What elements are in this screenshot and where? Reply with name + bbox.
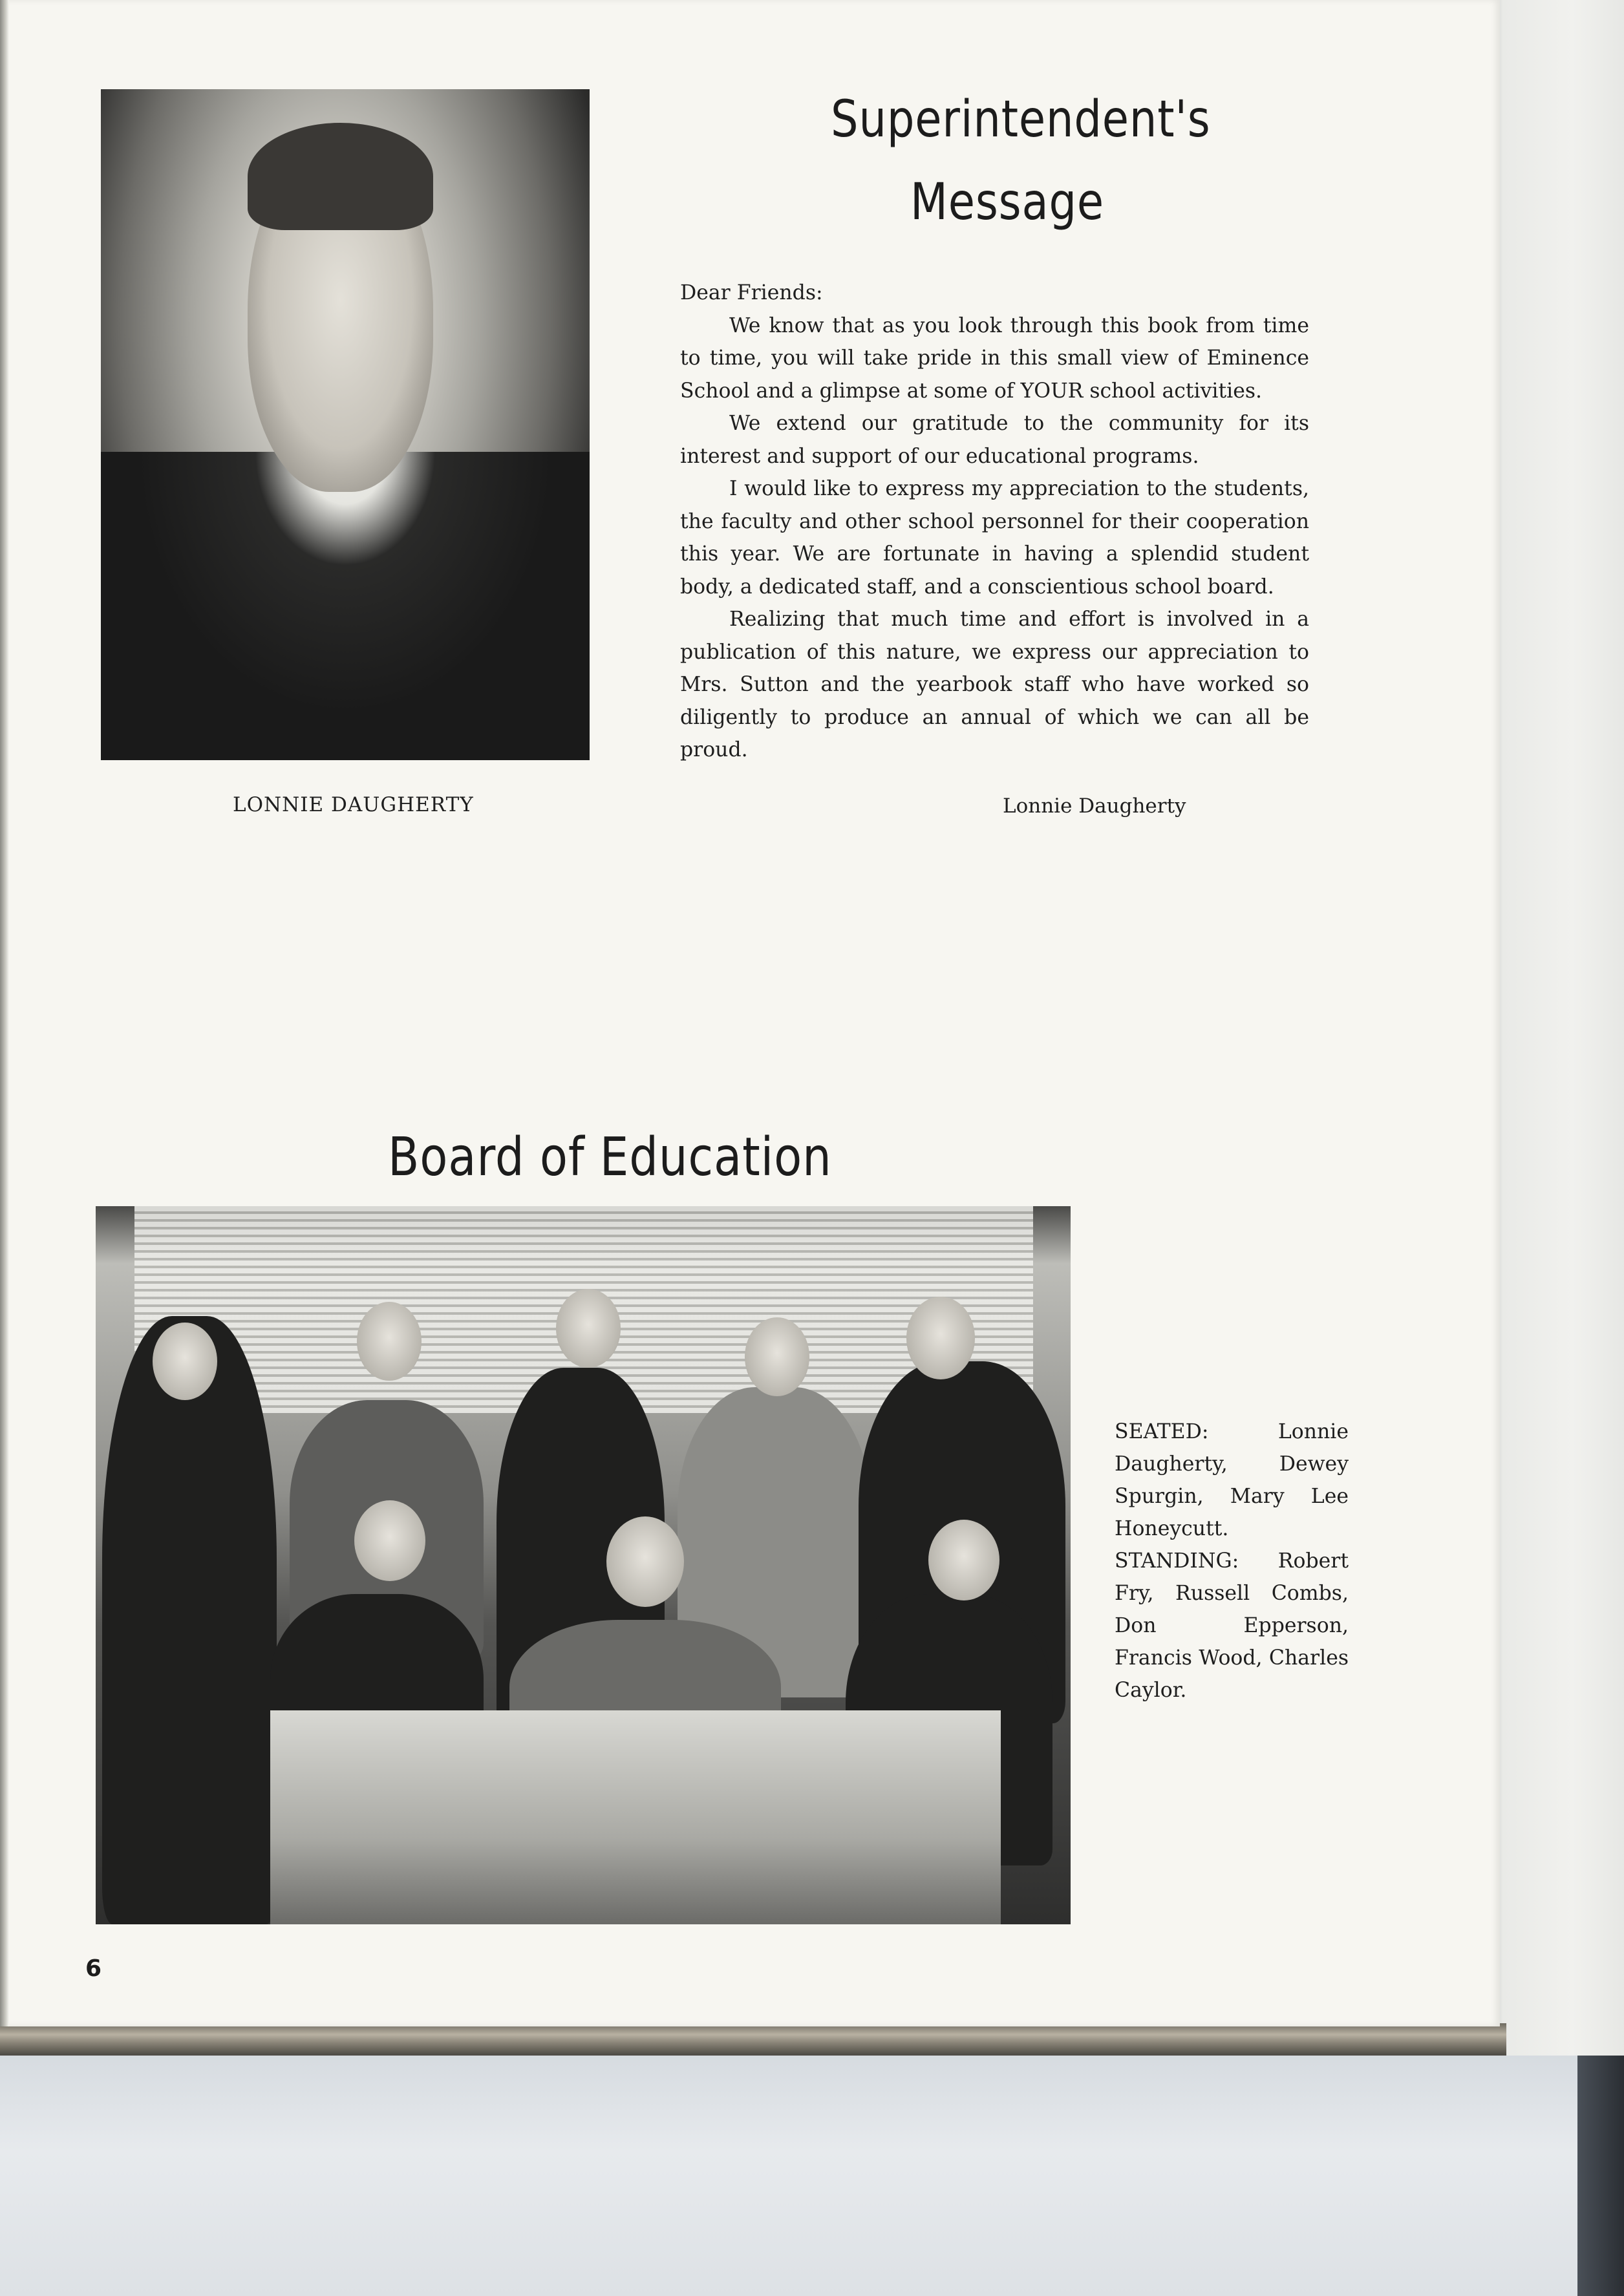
scanner-background (0, 2056, 1624, 2296)
person-face (153, 1323, 217, 1400)
letter-paragraph: We extend our gratitude to the community for its interest and support of our educational programs. (680, 412, 1309, 468)
book-cover-edge (1490, 0, 1624, 2056)
person-face (606, 1516, 684, 1607)
message-title-line-2: Message (910, 173, 1105, 231)
superintendent-portrait-photo (101, 89, 590, 760)
portrait-hair (248, 123, 433, 230)
letter-signature: Lonnie Daugherty (1003, 794, 1186, 818)
board-group-photo (96, 1206, 1071, 1924)
letter-paragraph: We know that as you look through this book from time to time, you will take pride in this small view of Eminence School and a glimpse at some of YOUR school activities. (680, 314, 1309, 403)
letter-paragraph: I would like to express my appreciation to the students, the faculty and other school personnel for their cooperation this year. We are fortunate in having a splendid student body, a dedicated staff, and a conscientious school board. (680, 477, 1309, 599)
person-face (354, 1500, 425, 1581)
board-photo-caption: SEATED: Lonnie Daugherty, Dewey Spurgin, Mary Lee Honeycutt. STANDING: Robert Fry, Russell Combs, Don Epperson, Francis Wood, Charles Caylor. (1115, 1420, 1349, 1702)
letter-paragraph: Realizing that much time and effort is involved in a publication of this nature, we express our appreciation to Mrs. Sutton and the yearbook staff who have worked so diligently to produce an annual of which we can all be proud. (680, 608, 1309, 761)
person-face (745, 1317, 809, 1396)
portrait-caption: LONNIE DAUGHERTY (233, 793, 474, 816)
page-number: 6 (85, 1955, 102, 1982)
page-gutter-shadow (0, 0, 9, 2026)
portrait-suit (101, 452, 590, 760)
book-binding-edge (0, 2023, 1506, 2056)
person-face (906, 1297, 975, 1379)
scanner-edge (1577, 2056, 1624, 2296)
standing-person (102, 1316, 277, 1924)
message-title-line-1: Superintendent's (831, 90, 1211, 149)
board-of-education-title: Board of Education (388, 1127, 832, 1188)
meeting-table (270, 1710, 1001, 1924)
person-face (556, 1289, 621, 1368)
superintendent-letter (680, 277, 1309, 767)
letter-greeting: Dear Friends: (680, 281, 823, 304)
person-face (357, 1302, 422, 1381)
person-face (928, 1520, 999, 1600)
